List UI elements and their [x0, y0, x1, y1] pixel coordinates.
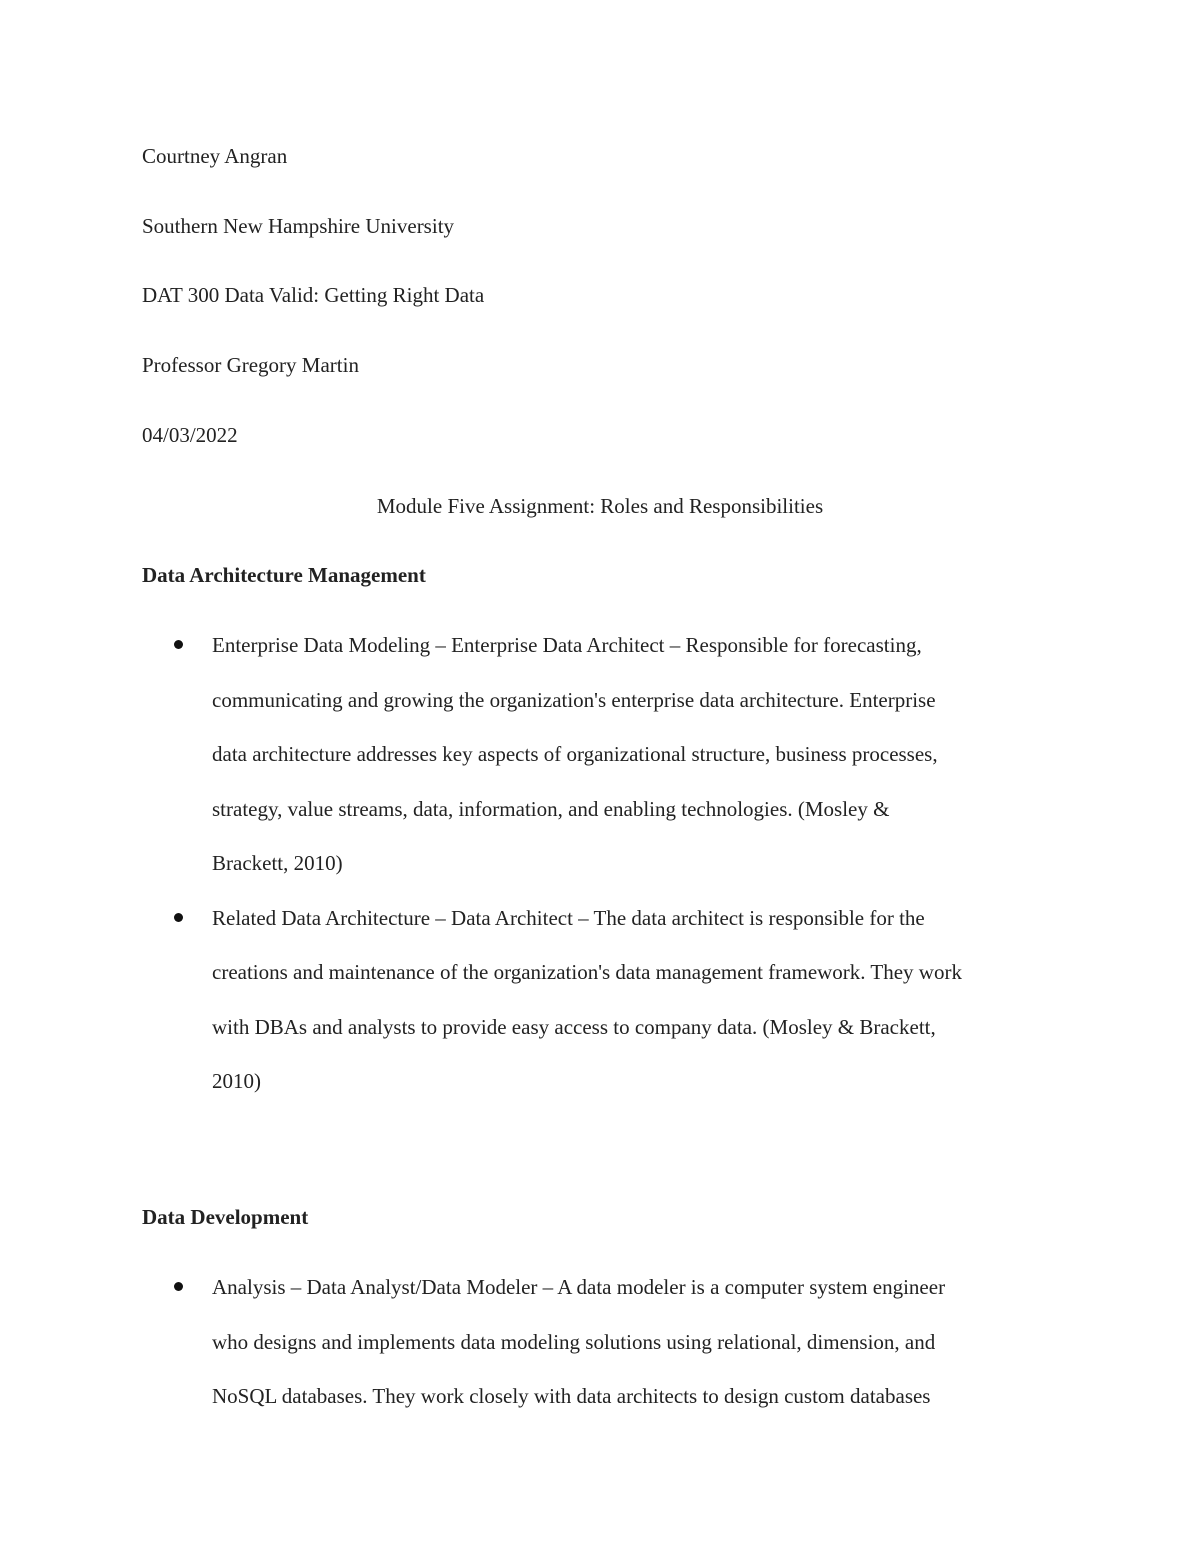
document-title: Module Five Assignment: Roles and Responsibilities: [376, 494, 824, 518]
list-item-line: communicating and growing the organization's enterprise data architecture. Enterprise: [212, 687, 936, 712]
list-item: [212, 618, 1072, 891]
institution-name: Southern New Hampshire University: [142, 214, 455, 238]
list-item-line: NoSQL databases. They work closely with data architects to design custom databases: [212, 1384, 931, 1408]
author-name: Courtney Angran: [142, 144, 288, 168]
bullet-list-data-development: [212, 1260, 1072, 1424]
bullet-icon: [174, 913, 183, 922]
list-item-line: with DBAs and analysts to provide easy access to company data. (Mosley & Brackett,: [212, 1014, 936, 1039]
list-item-line: Enterprise Data Modeling – Enterprise Data Architect – Responsible for forecasting,: [212, 633, 922, 657]
list-item-line: who designs and implements data modeling solutions using relational, dimension, and: [212, 1329, 936, 1354]
bullet-icon: [174, 1282, 183, 1291]
section-heading-data-development: Data Development: [142, 1205, 309, 1229]
list-item-line: 2010): [212, 1069, 261, 1093]
list-item-line: data architecture addresses key aspects of organizational structure, business processes,: [212, 742, 938, 766]
bullet-list-data-architecture: [212, 618, 1072, 1109]
list-item-line: Analysis – Data Analyst/Data Modeler – A data modeler is a computer system engineer: [212, 1275, 946, 1299]
course-name: DAT 300 Data Valid: Getting Right Data: [142, 283, 485, 307]
list-item-line: creations and maintenance of the organization's data management framework. They work: [212, 960, 962, 984]
list-item-line: Related Data Architecture – Data Architect – The data architect is responsible for the: [212, 905, 925, 930]
list-item-line: strategy, value streams, data, information, and enabling technologies. (Mosley &: [212, 796, 890, 821]
list-item: [212, 891, 1072, 1109]
list-item: [212, 1260, 1072, 1424]
section-heading-data-architecture: Data Architecture Management: [142, 563, 426, 587]
professor-name: Professor Gregory Martin: [142, 353, 359, 377]
bullet-icon: [174, 640, 183, 649]
list-item-line: Brackett, 2010): [212, 851, 343, 875]
submission-date: 04/03/2022: [142, 423, 238, 447]
